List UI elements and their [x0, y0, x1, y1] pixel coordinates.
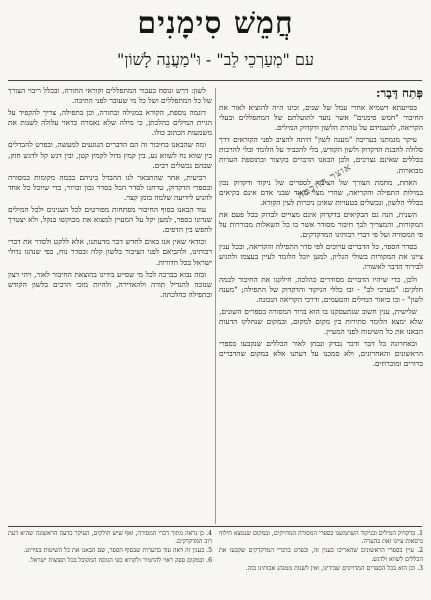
title-rule	[8, 80, 422, 81]
column-divider	[215, 88, 216, 524]
footnotes-right	[219, 530, 423, 598]
page-subtitle: עם "מְעַרְכֵי לֵב" - וּ"מַעֲנֵה לָשׁוֹן"	[117, 50, 314, 69]
paragraph: עיקר מגמתנו בעריכה "מענה לשון" היתה להציב לפני הקוראים דרך סלולה להבנת הדקדוק ולשון הקודש, בלי להכביד על הלומד ובלי להרבות בכללים שאינם נצרכים, ולכן הבאנו הדברים בקיצור ובתוספת הערות מבוארות.	[219, 135, 423, 175]
library-stamp: אוצר החכמה	[295, 161, 354, 202]
paragraph: האחת, מחמת הצורך של הציבור לספרים של ניקוד ודקדוק נכון במילות התפילה והקריאה, שהרי מצוי מאוד שבני אדם אינם בקיאים בכללי הלשון, ונכשלים בטעויות שאינן ניכרות לעין הקורא.	[219, 177, 423, 207]
footnote: 1. בדקדוק המילים ובניקוד השתמשנו בספרי המסורה המדויקים, ובמקום שנמצא חילוף גרסאות ציינו זאת בהערה.	[219, 530, 423, 546]
footnote: 2. עיין בספרי הראשונים שהאריכו בענין זה, ובפרט בדברי המדקדקים שקבעו את הכללים לשווא ולדגש.	[219, 547, 423, 563]
right-column-paragraphs	[219, 103, 423, 369]
paragraph: דוגמה נוספת, הקורא במגילה ובתורה, וכן בתפילה, צריך להקפיד על הגיית המילים כהלכתן, כי מילה שלא נאמרה כראוי עלולה לשנות את משמעות הכתוב כולו.	[8, 108, 212, 138]
paragraph: ובודאי שאין אנו באים לחדש דבר מדעתנו, אלא ללקט ולסדר את דברי רבותינו, ולהביאם לפני הציבור בלשון קלה ובסדר נוח, כפי שנהגו גדולי ישראל בכל הדורות.	[8, 237, 212, 267]
footnotes-left	[8, 530, 212, 598]
left-text-column	[8, 86, 212, 526]
paragraph: עוד הבאנו בסוף החיבור מפתחות מפורטים לכל הענינים ולכל המילים שנדונו בספר, למען יקל על המעיין למצוא את מבוקשו בנקל, ולא יצטרך לחפש בין הדפים.	[8, 205, 212, 235]
footnote-rule	[8, 526, 422, 527]
paragraph: רביעית, אחר שהתבאר לנו ההבדל ביניהם בכמה מקומות במסורה ובספרי הדקדוק, טרחנו לסדר הכל בסדר נכון וברור, כדי שיוכל כל אחד להגיע לידיעה שלמה בזמן קצר.	[8, 172, 212, 202]
footnote: 3. וכן הוא בכל הספרים המדויקים שבידינו, ואין לשנות ממנהג אבותינו בזה.	[245, 564, 423, 572]
left-column-paragraphs	[8, 86, 212, 300]
paragraph: לשון: דרש ונוסח בעבור המתפללים וקוראי התורה, ובכלל ריבוי הצורך של כל המתפללים ושל כל מי שעובר לפני התיבה.	[8, 86, 212, 106]
page-title: חֲמֵשׁ סִימָנִים	[137, 6, 294, 41]
paragraph: ולכן, כדי שיהיו הדברים מסודרים כהלכה, חילקנו את החיבור לכמה חלקים: "מערכי לב" - ובו כללי הניקוד והדקדוק של התפילה; "מענה לשון" - ובו ביאור המילים והטעמים, ודרכי הקריאה הנכונה.	[219, 274, 423, 304]
paragraph: ומה שהבאנו בחיבור זה הם הדברים הנוגעים למעשה, ובפרט להבדלים בין שווא נח לשווא נע, בין קמץ גדול לקמץ קטן, ובין דגש קל לדגש חזק, שבהם נכשלים רבים.	[8, 140, 212, 170]
footnote: 4. כן נראה מתוך דברי המסורה, ואף שיש חולקים, העיקר כדעה הראשונה שהיא דעת רוב המדקדקים.	[8, 530, 212, 546]
footnote: 6. ובמקום ספק ראוי להחמיר ולקרוא כפי הנוסח המקובל בכל תפוצות ישראל.	[28, 556, 212, 564]
section-heading: פְּתַח דָּבָר:	[375, 86, 423, 100]
paragraph: ובאחרונה כל דבר ודבר נבדק ונבחן לאור הכללים שנקבעו בספרי הראשונים והאחרונים, ולא סמכנו על דעתנו אלא במקום שהדברים ברורים ומוכרחים.	[219, 339, 423, 369]
paragraph: בסדר הספר, כל הדברים ערוכים לפי סדר התפילה והקריאה, ובכל ענין ציינו את המקורות בשולי הגליון, למען יוכל הלומד לעיין בעצמו ולהגיע לבירור הדבר לאשורו.	[219, 242, 423, 272]
paragraph: ובזה נבוא בברכה לכל מי שסייע בידינו בהוצאת החיבור לאור, ויהי רצון שנזכה להגדיל תורה ולהאדירה, ולהיות מזכי הרבים בלשון הקודש ובתפילה כהלכתה.	[8, 269, 212, 299]
paragraph: בסייעתא דשמיא אחרי עמל של שנים, זכינו ה״ה להוציא לאור את החיבור "חמש סימנים" אשר נועד לתועלתם של המתפללים ובעלי הקריאה, להעמידם על טהרת הלשון ודקדוק המילים.	[219, 103, 423, 133]
footnote: 5. בענין זה ראה עוד בהערות שבסוף הספר, שם הבאנו את כל השיטות בפירוט.	[23, 547, 212, 555]
paragraph: שלישית, ענין חשוב שנתעסקנו בו הוא ברור המסורה בספרים השונים, שלא ימצא הלומד סתירות בין מקום למקום, ובמקום שנחלקו הדעות הבאנו את כל השיטות לפני המעיין.	[219, 306, 423, 336]
paragraph: השנית, הנה גם הבקיאים בדקדוק אינם מצויים לבדוק בכל פעם את המקורות, והמצריך לכך חיבור מסודר אשר בו כל השאלות מבוררות על פי המסורה ועל פי דברי רבותינו המדקדקים.	[219, 209, 423, 240]
